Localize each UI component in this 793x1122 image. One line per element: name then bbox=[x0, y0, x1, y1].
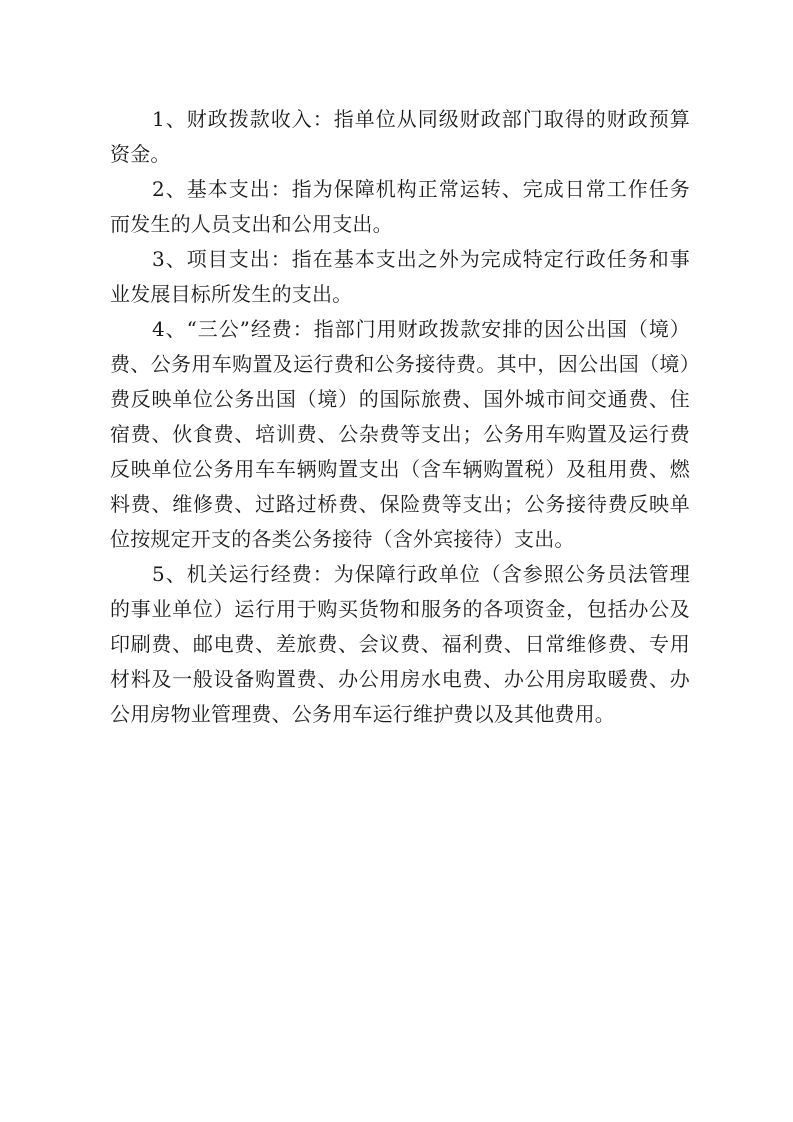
paragraph-basic-expenditure: 2、基本支出：指为保障机构正常运转、完成日常工作任务而发生的人员支出和公用支出。 bbox=[110, 177, 690, 236]
paragraph-operating-expenses: 5、机关运行经费：为保障行政单位（含参照公务员法管理的事业单位）运行用于购买货物和服务的各项资金，包括办公及印刷费、邮电费、差旅费、会议费、福利费、日常维修费、专用材料及一般设备购置费、办公用房水电费、办公用房取暖费、办公用房物业管理费、公务用车运行维护费以及其他费用。 bbox=[110, 562, 690, 726]
paragraph-project-expenditure: 3、项目支出：指在基本支出之外为完成特定行政任务和事业发展目标所发生的支出。 bbox=[110, 247, 690, 306]
document-body bbox=[110, 102, 690, 732]
paragraph-three-public-expenses: 4、“三公”经费：指部门用财政拨款安排的因公出国（境）费、公务用车购置及运行费和公务接待费。其中，因公出国（境）费反映单位公务出国（境）的国际旅费、国外城市间交通费、住宿费、伙食费、培训费、公杂费等支出；公务用车购置及运行费反映单位公务用车车辆购置支出（含车辆购置税）及租用费、燃料费、维修费、过路过桥费、保险费等支出；公务接待费反映单位按规定开支的各类公务接待（含外宾接待）支出。 bbox=[110, 317, 690, 551]
paragraph-fiscal-appropriation-income: 1、财政拨款收入：指单位从同级财政部门取得的财政预算资金。 bbox=[110, 107, 690, 166]
